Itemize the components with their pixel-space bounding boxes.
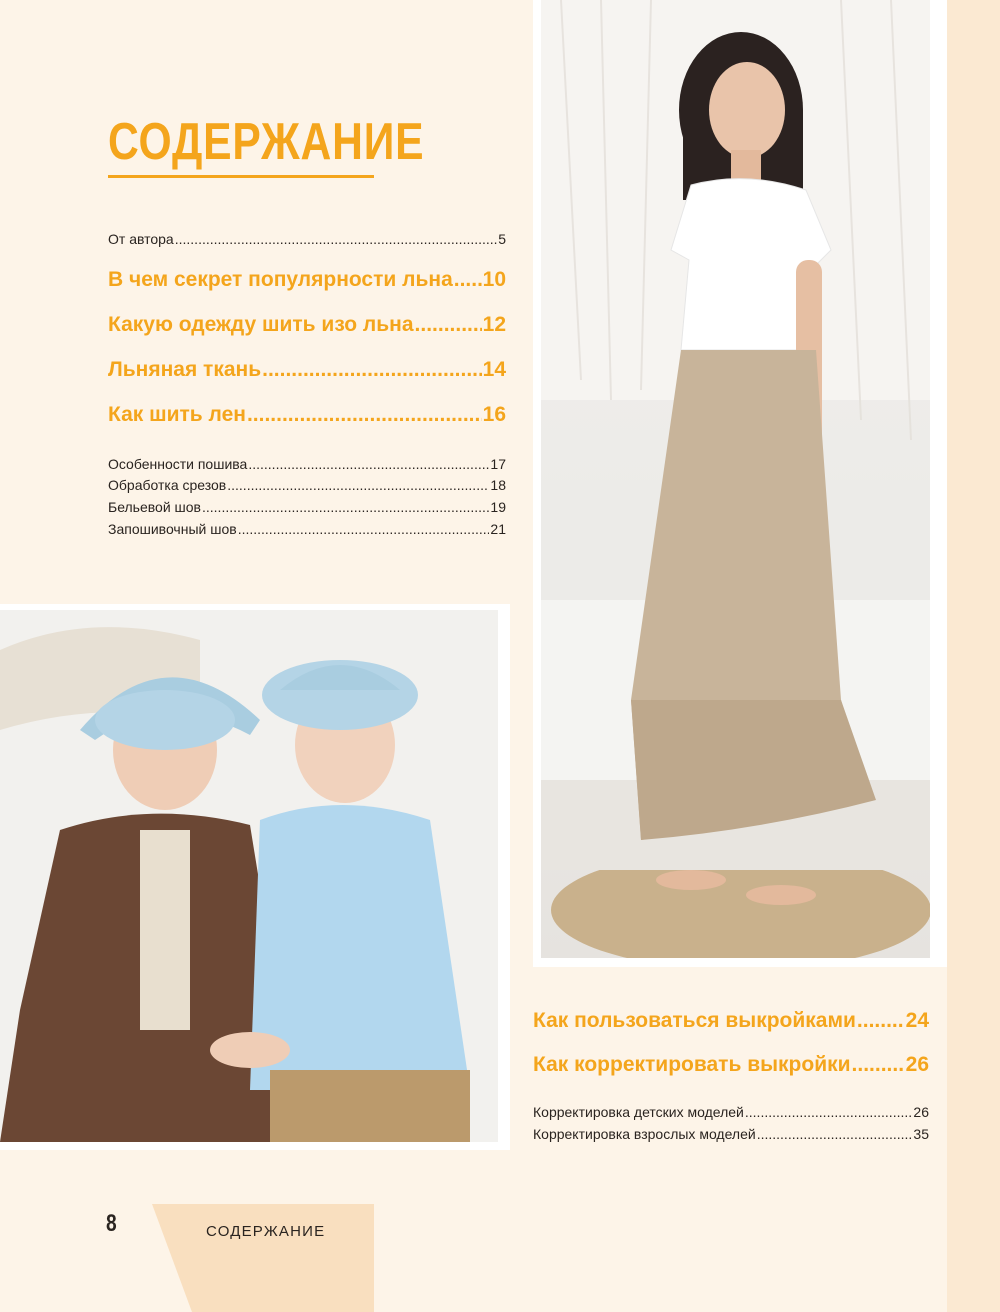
toc-entry-title: От автора: [108, 231, 174, 247]
toc-subsection-title: Корректировка детских моделей: [533, 1104, 744, 1120]
toc-chapter-page: 10: [482, 268, 506, 291]
children-in-linen-photo: [0, 604, 510, 1150]
toc-chapter[interactable]: [108, 358, 506, 386]
toc-subsection-page: 19: [490, 499, 506, 515]
toc-subsection-page: 18: [490, 477, 506, 493]
toc-subsection-title: Корректировка взрослых моделей: [533, 1126, 756, 1142]
toc-subsection-page: 35: [913, 1126, 929, 1142]
toc-subsection[interactable]: [533, 1126, 929, 1144]
woman-illustration: [541, 0, 930, 958]
title-underline: [108, 175, 374, 178]
toc-subsection-title: Запошивочный шов: [108, 521, 237, 537]
toc-chapter-page: 14: [482, 358, 506, 381]
woman-in-linen-skirt-photo: [533, 0, 947, 967]
photo-frame: [541, 0, 930, 958]
toc-subsection-title: Особенности пошива: [108, 456, 248, 472]
toc-subsection-page: 26: [913, 1104, 929, 1120]
toc-entry-page: 5: [498, 231, 506, 247]
footer-tab-shape: [152, 1204, 374, 1312]
children-illustration: [0, 610, 498, 1142]
page-title: СОДЕРЖАНИЕ: [108, 113, 425, 171]
toc-leader-dots: [852, 1053, 905, 1077]
toc-subsection[interactable]: [108, 477, 506, 495]
photo-frame: [0, 610, 498, 1142]
toc-chapter-title: Какую одежду шить изо льна: [108, 313, 414, 336]
toc-chapter-page: 12: [482, 313, 506, 336]
toc-subsection[interactable]: [108, 456, 506, 474]
toc-chapter[interactable]: [533, 1053, 929, 1081]
toc-leader-dots: [238, 521, 490, 537]
decorative-strip: [947, 0, 1000, 1312]
toc-chapter-page: 26: [905, 1053, 929, 1076]
toc-leader-dots: [454, 268, 482, 292]
toc-chapter-title: Льняная ткань: [108, 358, 262, 381]
toc-chapter-page: 16: [482, 403, 506, 426]
toc-chapter-title: Как шить лен: [108, 403, 246, 426]
toc-subsection-title: Бельевой шов: [108, 499, 201, 515]
toc-leader-dots: [248, 456, 489, 472]
toc-chapter-title: В чем секрет популярности льна: [108, 268, 453, 291]
page-number: 8: [106, 1210, 117, 1237]
toc-entry-intro[interactable]: [108, 231, 506, 249]
toc-subsection-page: 17: [490, 456, 506, 472]
toc-subsection[interactable]: [108, 499, 506, 517]
toc-chapter[interactable]: [108, 313, 506, 341]
toc-chapter-title: Как пользоваться выкройками: [533, 1009, 856, 1032]
toc-chapter-title: Как корректировать выкройки: [533, 1053, 851, 1076]
toc-leader-dots: [227, 477, 489, 493]
footer-section-label: СОДЕРЖАНИЕ: [206, 1223, 326, 1240]
toc-chapter[interactable]: [108, 403, 506, 431]
toc-subsection-page: 21: [490, 521, 506, 537]
toc-leader-dots: [757, 1126, 913, 1142]
toc-leader-dots: [415, 313, 482, 337]
toc-chapter-page: 24: [905, 1009, 929, 1032]
toc-chapter[interactable]: [108, 268, 506, 296]
toc-leader-dots: [745, 1104, 913, 1120]
toc-subsection[interactable]: [533, 1104, 929, 1122]
toc-subsection-title: Обработка срезов: [108, 477, 227, 493]
toc-subsection[interactable]: [108, 521, 506, 539]
toc-leader-dots: [857, 1009, 905, 1033]
toc-leader-dots: [202, 499, 489, 515]
toc-leader-dots: [247, 403, 482, 427]
toc-leader-dots: [262, 358, 482, 382]
toc-leader-dots: [175, 231, 497, 247]
toc-chapter[interactable]: [533, 1009, 929, 1037]
